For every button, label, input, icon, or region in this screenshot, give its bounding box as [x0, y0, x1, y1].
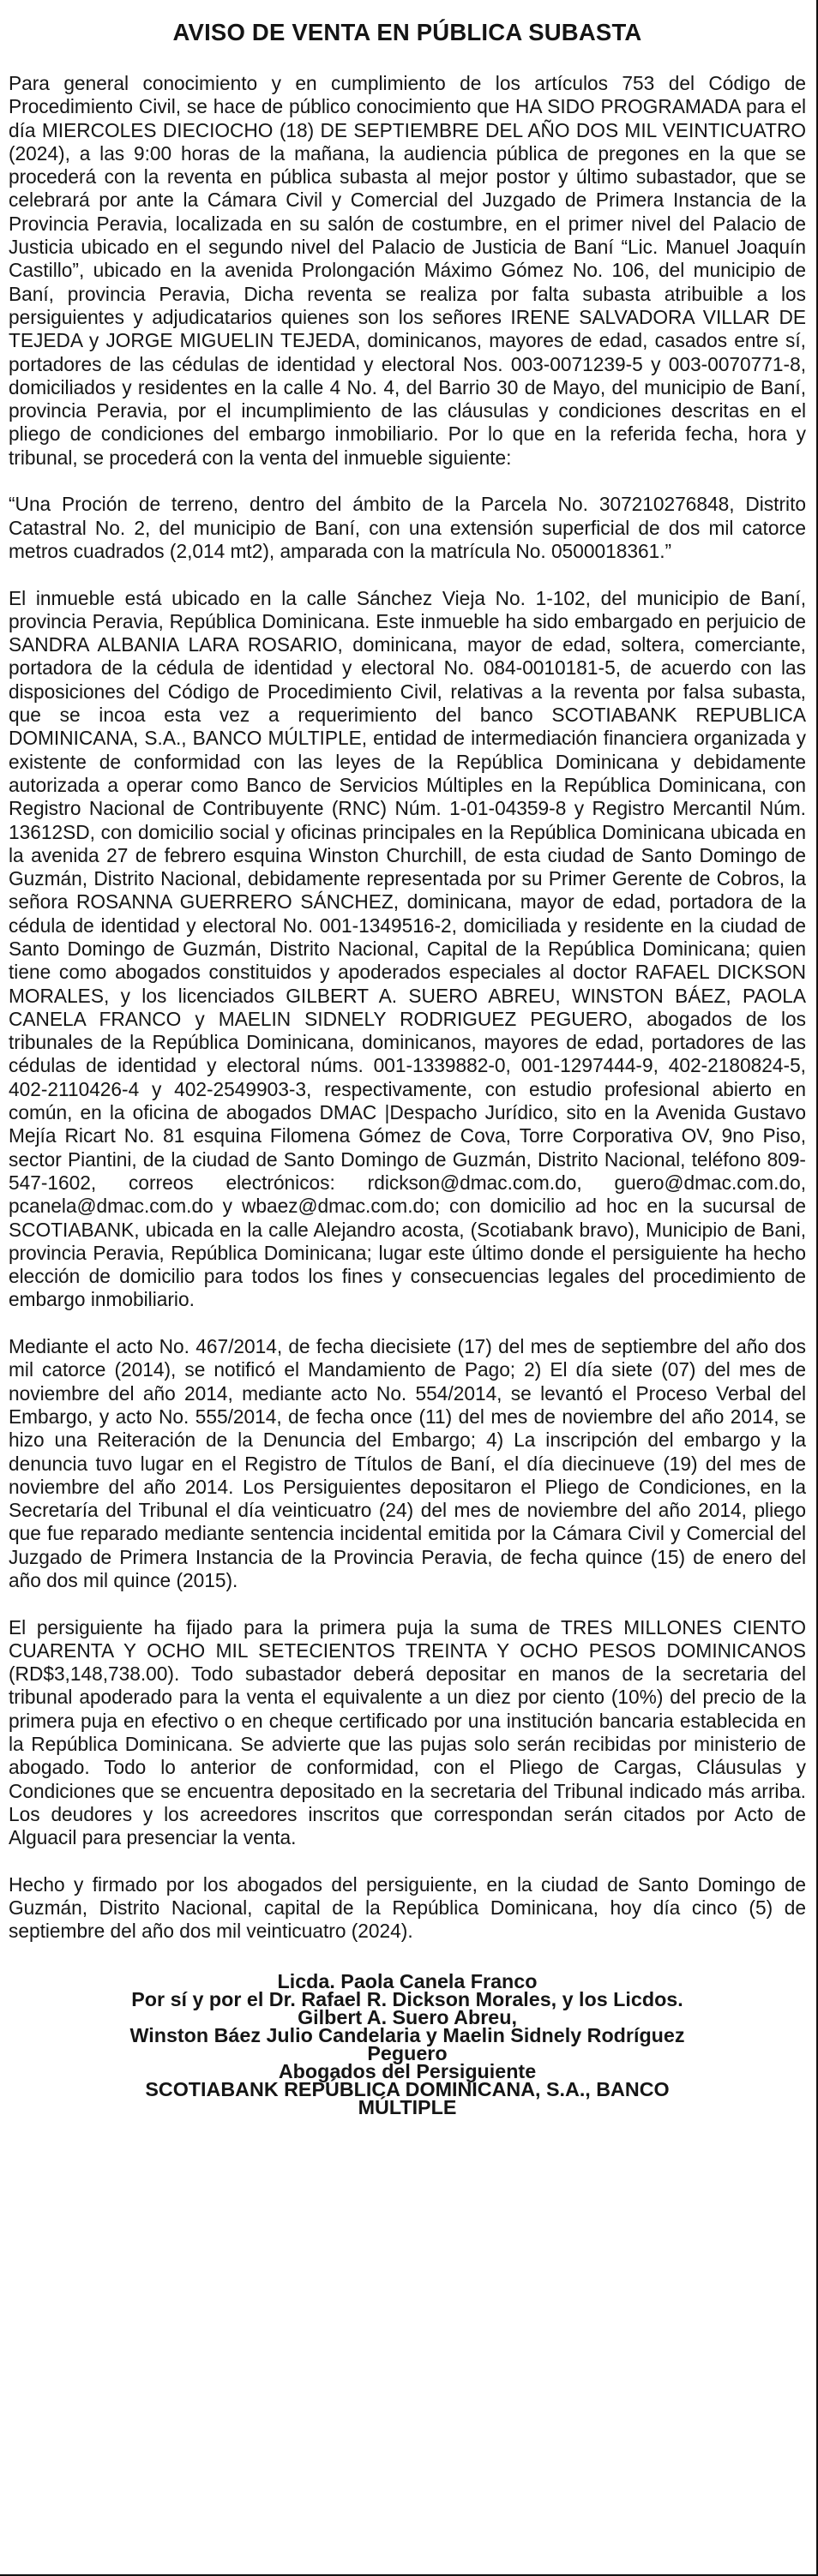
paragraph-signed: Hecho y firmado por los abogados del persiguiente, en la ciudad de Santo Domingo de Guzmán, Distrito Nacional, capital de la República Dominicana, hoy día cinco (5) de septiembre del año dos mil veinticuatro (2024).: [9, 1872, 806, 1943]
signature-line: Por sí y por el Dr. Rafael R. Dickson Morales, y los Licdos.: [131, 1987, 683, 2010]
paragraph-procedure-acts: Mediante el acto No. 467/2014, de fecha diecisiete (17) del mes de septiembre del año dos mil catorce (2014), se notificó el Mandamiento de Pago; 2) El día siete (07) del mes de noviembre del año 2014, mediante acto No. 554/2014, se levantó el Proceso Verbal del Embargo, y acto No. 555/2014, de fecha once (11) del mes de noviembre del año 2014, se hizo una Reiteración de la Denuncia del Embargo; 4) La inscripción del embargo y la denuncia tuvo lugar en el Registro de Títulos de Baní, el día diecinueve (19) del mes de noviembre del año 2014. Los Persiguientes depositaron el Pliego de Condiciones, en la Secretaría del Tribunal el día veinticuatro (24) del mes de noviembre del año 2014, pliego que fue reparado mediante sentencia incidental emitida por la Cámara Civil y Comercial del Juzgado de Primera Instancia de la Provincia Peravia, de fecha quince (15) de enero del año dos mil quince (2015).: [9, 1335, 806, 1591]
paragraph-first-bid: El persiguiente ha fijado para la primera puja la suma de TRES MILLONES CIENTO CUARENTA Y OCHO MIL SETECIENTOS TREINTA Y OCHO PESOS DOMINICANOS (RD$3,148,738.00). Todo subastador deberá depositar en manos de la secretaria del tribunal apoderado para la venta el equivalente a un diez por ciento (10%) del precio de la primera puja en efectivo o en cheque certificado por una institución bancaria establecida en la República Dominicana. Se advierte que las pujas solo serán recibidas por ministerio de abogado. Todo lo anterior de conformidad, con el Pliego de Cargas, Cláusulas y Condiciones que se encuentra depositado en la secretaria del Tribunal indicado más arriba. Los deudores y los acreedores inscritos que correspondan serán citados por Acto de Alguacil para presenciar la venta.: [9, 1615, 806, 1849]
paragraph-seizure-details: El inmueble está ubicado en la calle Sánchez Vieja No. 1-102, del municipio de Baní, provincia Peravia, República Dominicana. Este inmueble ha sido embargado en perjuicio de SANDRA ALBANIA LARA ROSARIO, dominicana, mayor de edad, soltera, comerciante, portadora de la cédula de identidad y electoral No. 084-0010181-5, de acuerdo con las disposiciones del Código de Procedimiento Civil, relativas a la reventa por falsa subasta, que se incoa esta vez a requerimiento del banco SCOTIABANK REPUBLICA DOMINICANA, S.A., BANCO MÚLTIPLE, entidad de intermediación financiera organizada y existente de conformidad con las leyes de la República Dominicana y debidamente autorizada a operar como Banco de Servicios Múltiples en la República Dominicana, con Registro Nacional de Contribuyente (RNC) Núm. 1-01-04359-8 y Registro Mercantil Núm. 13612SD, con domicilio social y oficinas principales en la República Dominicana ubicada en la avenida 27 de febrero esquina Winston Churchill, de esta ciudad de Santo Domingo de Guzmán, Distrito Nacional, debidamente representada por su Primer Gerente de Cobros, la señora ROSANNA GUERRERO SÁNCHEZ, dominicana, mayor de edad, portadora de la cédula de identidad y electoral No. 001-1349516-2, domiciliada y residente en la ciudad de Santo Domingo de Guzmán, Distrito Nacional, Capital de la República Dominicana; quien tiene como abogados constituidos y apoderados especiales al doctor RAFAEL DICKSON MORALES, y los licenciados GILBERT A. SUERO ABREU, WINSTON BÁEZ, PAOLA CANELA FRANCO y MAELIN SIDNELY RODRIGUEZ PEGUERO, abogados de los tribunales de la República Dominicana, dominicanos, mayores de edad, portadores de las cédulas de identidad y electoral núms. 001-1339882-0, 001-1297444-9, 402-2180824-5, 402-2110426-4 y 402-2549903-3, respectivamente, con estudio profesional abierto en común, en la oficina de abogados DMAC |Despacho Jurídico, sito en la Avenida Gustavo Mejía Ricart No. 81 esquina Filomena Gómez de Cova, Torre Corporativa OV, 9no Piso, sector Piantini, de la ciudad de Santo Domingo de Guzmán, Distrito Nacional, teléfono 809-547-1602, correos electrónicos: rdickson@dmac.com.do, guero@dmac.com.do, pcanela@dmac.com.do y wbaez@dmac.com.do; con domicilio ad hoc en la sucursal de SCOTIABANK, ubicada en la calle Alejandro acosta, (Scotiabank bravo), Municipio de Bani, provincia Peravia, República Dominicana; lugar este último donde el persiguiente ha hecho elección de domicilio para todos los fines y consecuencias legales del procedimiento de embargo inmobiliario.: [9, 586, 806, 1311]
signature-block: [9, 1969, 806, 2118]
notice-title: AVISO DE VENTA EN PÚBLICA SUBASTA: [172, 19, 642, 45]
signature-line: MÚLTIPLE: [358, 2095, 457, 2118]
paragraph-property-description: “Una Proción de terreno, dentro del ámbito de la Parcela No. 307210276848, Distrito Catastral No. 2, del municipio de Baní, con una extensión superficial de dos mil catorce metros cuadrados (2,014 mt2), amparada con la matrícula No. 0500018361.”: [9, 493, 806, 562]
signature-line: Abogados del Persiguiente: [278, 2059, 537, 2082]
signature-line: SCOTIABANK REPÚBLICA DOMINICANA, S.A., BANCO: [145, 2077, 670, 2100]
signature-line: Licda. Paola Canela Franco: [277, 1969, 538, 1992]
signature-line: Gilbert A. Suero Abreu,: [298, 2005, 517, 2028]
signature-line: Peguero: [367, 2041, 448, 2064]
paragraph-announcement: Para general conocimiento y en cumplimiento de los artículos 753 del Código de Procedimiento Civil, se hace de público conocimiento que HA SIDO PROGRAMADA para el día MIERCOLES DIECIOCHO (18) DE SEPTIEMBRE DEL AÑO DOS MIL VEINTICUATRO (2024), a las 9:00 horas de la mañana, la audiencia pública de pregones en la que se procederá con la reventa en pública subasta al mejor postor y último subastador, que se celebrará por ante la Cámara Civil y Comercial del Juzgado de Primera Instancia de la Provincia Peravia, localizada en su salón de costumbre, en el primer nivel del Palacio de Justicia ubicado en el segundo nivel del Palacio de Justicia de Baní “Lic. Manuel Joaquín Castillo”, ubicado en la avenida Prolongación Máximo Gómez No. 106, del municipio de Baní, provincia Peravia, Dicha reventa se realiza por falta subasta atribuible a los persiguientes y adjudicatarios quienes son los señores IRENE SALVADORA VILLAR DE TEJEDA y JORGE MIGUELIN TEJEDA, dominicanos, mayores de edad, casados entre sí, portadores de las cédulas de identidad y electoral Nos. 003-0071239-5 y 003-0070771-8, domiciliados y residentes en la calle 4 No. 4, del Barrio 30 de Mayo, del municipio de Baní, provincia Peravia, por el incumplimiento de las cláusulas y condiciones descritas en el pliego de condiciones del embargo inmobiliario. Por lo que en la referida fecha, hora y tribunal, se procederá con la venta del inmueble siguiente:: [9, 72, 806, 469]
signature-line: Winston Báez Julio Candelaria y Maelin Sidnely Rodríguez: [129, 2023, 685, 2046]
